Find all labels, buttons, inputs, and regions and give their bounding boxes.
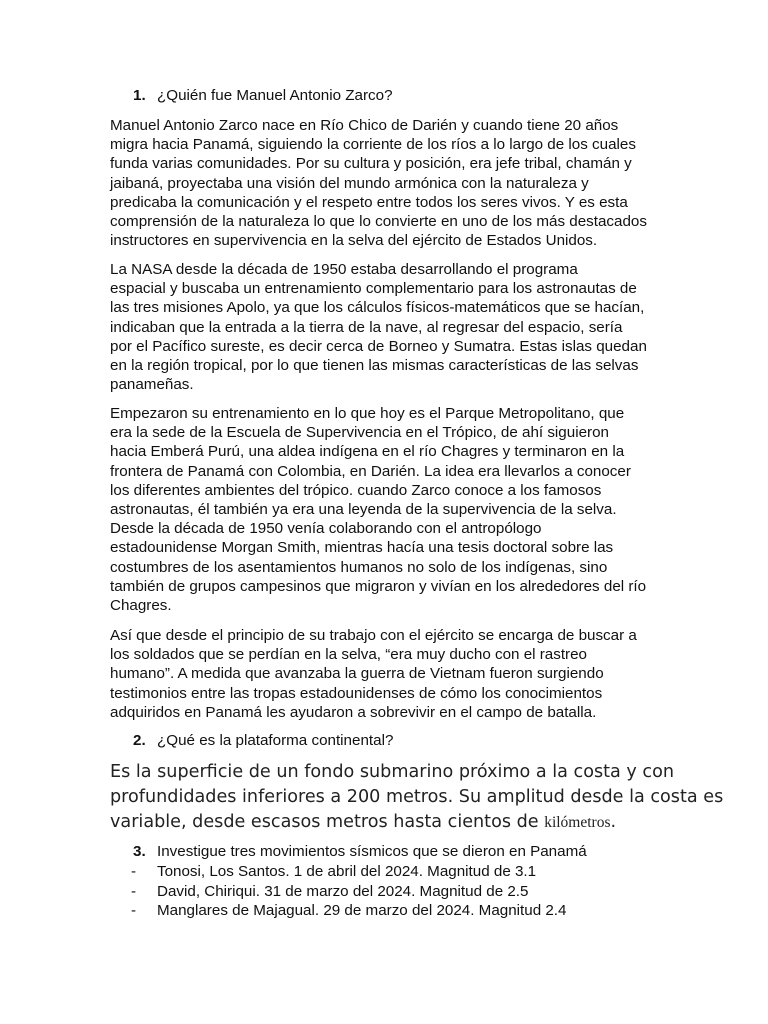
paragraph-line: adquiridos en Panamá les ayudaron a sobrevivir en el campo de batalla. xyxy=(110,703,597,721)
list-item-text: Tonosi, Los Santos. 1 de abril del 2024. Magnitud de 3.1 xyxy=(157,863,537,880)
paragraph-line: testimonios entre las tropas estadounidenses de cómo los conocimientos xyxy=(110,684,603,702)
list-item-text: Manglares de Majagual. 29 de marzo del 2024. Magnitud 2.4 xyxy=(157,902,567,919)
list-item-text: David, Chiriqui. 31 de marzo del 2024. Magnitud de 2.5 xyxy=(157,882,529,900)
paragraph-line-text: variable, desde escasos metros hasta cientos de xyxy=(110,812,545,832)
bullet-dash: - xyxy=(131,863,137,880)
paragraph-line: instructores en supervivencia en la selva del ejército de Estados Unidos. xyxy=(110,232,598,250)
paragraph-line: frontera de Panamá con Colombia, en Darién. La idea era llevarlos a conocer xyxy=(110,462,631,480)
paragraph-line: en la región tropical, por lo que tienen las mismas características de las selvas xyxy=(110,357,639,375)
list-item xyxy=(131,882,566,902)
question-2-number: 2. xyxy=(133,732,146,749)
paragraph-line: Desde la década de 1950 venía colaborando con el antropólogo xyxy=(110,520,542,538)
paragraph-line: astronautas, él también ya era una leyenda de la supervivencia de la selva. xyxy=(110,501,617,519)
paragraph-line: predicaba la comunicación y el respeto entre todos los seres vivos. Y es esta xyxy=(110,193,628,211)
paragraph-line: por el Pacífico sureste, es decir cerca de Borneo y Sumatra. Estas islas quedan xyxy=(110,337,647,355)
question-2-text: ¿Qué es la plataforma continental? xyxy=(157,732,394,749)
paragraph-line: jaibaná, proyectaba una visión del mundo armónica con la naturaleza y xyxy=(110,174,589,192)
paragraph-line xyxy=(110,810,670,835)
paragraph-line: panameñas. xyxy=(110,376,194,394)
paragraph-line: Manuel Antonio Zarco nace en Río Chico de Darién y cuando tiene 20 años xyxy=(110,117,619,134)
paragraph-line: funda varias comunidades. Por su cultura y posición, era jefe tribal, chamán y xyxy=(110,155,632,173)
paragraph-line: indicaban que la entrada a la tierra de la nave, al regresar del espacio, sería xyxy=(110,318,623,336)
list-item xyxy=(131,901,566,921)
question-3-number: 3. xyxy=(133,843,146,860)
paragraph-line: era la sede de la Escuela de Supervivencia en el Trópico, de ahí siguieron xyxy=(110,424,609,442)
paragraph-line: costumbres de los asentamientos humanos no solo de los indígenas, sino xyxy=(110,558,608,576)
list-item xyxy=(131,862,566,882)
question-1-number: 1. xyxy=(133,87,146,104)
answer-1-paragraph-4 xyxy=(110,626,650,722)
paragraph-line: las tres misiones Apolo, ya que los cálculos físicos-matemáticos que se hacían, xyxy=(110,299,645,317)
paragraph-line: humano”. A medida que avanzaba la guerra de Vietnam fueron surgiendo xyxy=(110,665,604,683)
paragraph-line: Empezaron su entrenamiento en lo que hoy es el Parque Metropolitano, que xyxy=(110,405,625,422)
paragraph-line: Chagres. xyxy=(110,597,172,615)
paragraph-line: La NASA desde la década de 1950 estaba desarrollando el programa xyxy=(110,261,578,278)
paragraph-line: profundidades inferiores a 200 metros. Su amplitud desde la costa es xyxy=(110,787,724,807)
seismic-events-list xyxy=(131,862,566,921)
paragraph-line: hacia Emberá Purú, una aldea indígena en el río Chagres y terminaron en la xyxy=(110,443,625,461)
paragraph-line: comprensión de la naturaleza lo que lo convierte en uno de los más destacados xyxy=(110,213,647,231)
bullet-dash: - xyxy=(131,902,137,919)
paragraph-line-end: . xyxy=(610,812,617,832)
question-3-text: Investigue tres movimientos sísmicos que se dieron en Panamá xyxy=(157,843,587,860)
paragraph-line: migra hacia Panamá, siguiendo la corriente de los ríos a lo largo de los cuales xyxy=(110,136,636,154)
question-2-heading xyxy=(133,731,393,750)
question-3-heading xyxy=(133,842,587,861)
paragraph-line: Es la superficie de un fondo submarino próximo a la costa y con xyxy=(110,762,675,782)
answer-1-paragraph-2 xyxy=(110,260,650,394)
answer-2-paragraph xyxy=(110,760,724,835)
paragraph-line: los diferentes ambientes del trópico. cuando Zarco conoce a los famosos xyxy=(110,481,602,499)
question-1-heading xyxy=(133,86,393,105)
question-1-text: ¿Quién fue Manuel Antonio Zarco? xyxy=(157,87,393,104)
answer-1-paragraph-1 xyxy=(110,116,650,250)
paragraph-line: Así que desde el principio de su trabajo con el ejército se encarga de buscar a xyxy=(110,627,637,644)
bullet-dash: - xyxy=(131,882,137,900)
serif-word: kilómetros xyxy=(544,814,611,831)
paragraph-line: espacial y buscaba un entrenamiento complementario para los astronautas de xyxy=(110,280,637,298)
paragraph-line: también de grupos campesinos que migraron y vivían en los alrededores del río xyxy=(110,577,647,595)
paragraph-line: los soldados que se perdían en la selva, “era muy ducho con el rastreo xyxy=(110,646,587,664)
answer-1-paragraph-3 xyxy=(110,404,650,615)
paragraph-line: estadounidense Morgan Smith, mientras hacía una tesis doctoral sobre las xyxy=(110,539,614,557)
